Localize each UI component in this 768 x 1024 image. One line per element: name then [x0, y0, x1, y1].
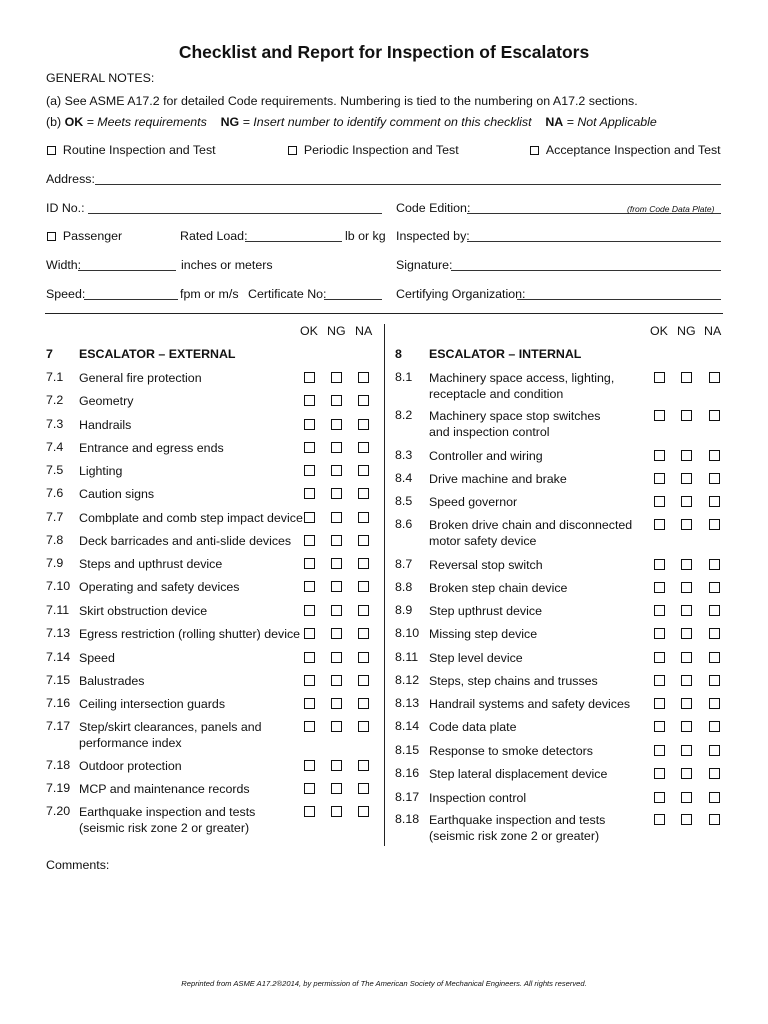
item-description: [79, 579, 240, 595]
item-description: [79, 696, 225, 712]
item-description: [429, 471, 567, 487]
ng-checkbox[interactable]: [331, 652, 342, 663]
ng-checkbox[interactable]: [331, 675, 342, 686]
item-text: Step level device: [429, 651, 523, 665]
item-text: Ceiling intersection guards: [79, 697, 226, 711]
item-description: [79, 556, 222, 572]
item-description: [429, 766, 607, 782]
ok-checkbox[interactable]: [304, 419, 315, 430]
na-checkbox[interactable]: [709, 559, 720, 570]
item-number: 8.1: [395, 370, 413, 384]
item-text-continued: and inspection control: [429, 425, 550, 439]
address-label: Address:: [46, 172, 95, 186]
item-text-continued: performance index: [79, 736, 182, 750]
item-text: Balustrades: [79, 674, 145, 688]
id-no-field[interactable]: [88, 213, 382, 214]
ok-checkbox[interactable]: [304, 535, 315, 546]
routine-inspection-checkbox[interactable]: [47, 146, 56, 155]
certifying-org-field[interactable]: [517, 299, 721, 300]
ng-checkbox[interactable]: [331, 535, 342, 546]
item-description: [79, 417, 131, 433]
na-checkbox[interactable]: [709, 605, 720, 616]
item-text: Outdoor protection: [79, 759, 182, 773]
item-number: 8.5: [395, 494, 413, 508]
item-number: 7.5: [46, 463, 64, 477]
ok-checkbox[interactable]: [304, 512, 315, 523]
item-text: Reversal stop switch: [429, 558, 543, 572]
note-b: [46, 115, 657, 129]
na-key: NA: [545, 115, 564, 129]
width-unit: inches or meters: [181, 258, 273, 272]
ng-checkbox[interactable]: [681, 792, 692, 803]
ng-checkbox[interactable]: [331, 419, 342, 430]
ng-checkbox[interactable]: [331, 558, 342, 569]
item-text-continued: receptacle and condition: [429, 387, 564, 401]
ng-checkbox[interactable]: [331, 760, 342, 771]
signature-field[interactable]: [451, 270, 721, 271]
ok-checkbox[interactable]: [654, 652, 665, 663]
ng-header-right: NG: [677, 324, 696, 338]
ng-checkbox[interactable]: [681, 410, 692, 421]
ng-checkbox[interactable]: [681, 814, 692, 825]
ng-key: NG: [220, 115, 240, 129]
item-text: Lighting: [79, 464, 123, 478]
ok-checkbox[interactable]: [304, 760, 315, 771]
item-description: [429, 448, 543, 464]
ok-checkbox[interactable]: [654, 496, 665, 507]
item-description: [429, 580, 567, 596]
item-description: [429, 812, 605, 844]
item-number: 7.10: [46, 579, 71, 593]
item-text: General fire protection: [79, 371, 202, 385]
ok-checkbox[interactable]: [654, 745, 665, 756]
na-header-right: NA: [704, 324, 722, 338]
na-checkbox[interactable]: [358, 372, 369, 383]
ng-checkbox[interactable]: [681, 675, 692, 686]
acceptance-inspection-option[interactable]: [530, 143, 721, 157]
item-text-continued: (seismic risk zone 2 or greater): [79, 821, 250, 835]
item-text: Step upthrust device: [429, 604, 542, 618]
ng-checkbox[interactable]: [331, 465, 342, 476]
code-edition-label: Code Edition:: [396, 201, 471, 215]
item-number: 8.9: [395, 603, 413, 617]
ok-checkbox[interactable]: [654, 768, 665, 779]
item-text: Step lateral displacement device: [429, 767, 608, 781]
item-text: Speed governor: [429, 495, 518, 509]
ok-checkbox[interactable]: [304, 675, 315, 686]
item-description: [79, 781, 250, 797]
item-description: [79, 370, 202, 386]
na-header-left: NA: [355, 324, 373, 338]
item-text: Egress restriction (rolling shutter) device: [79, 627, 301, 641]
ng-checkbox[interactable]: [331, 442, 342, 453]
ng-checkbox[interactable]: [681, 652, 692, 663]
item-number: 7.17: [46, 719, 71, 733]
certificate-no-field[interactable]: [324, 299, 382, 300]
ng-checkbox[interactable]: [681, 698, 692, 709]
na-checkbox[interactable]: [358, 419, 369, 430]
item-text: Step/skirt clearances, panels and: [79, 720, 262, 734]
item-number: 8.10: [395, 626, 420, 640]
item-text: Handrails: [79, 418, 132, 432]
ok-key: OK: [64, 115, 84, 129]
item-text-continued: (seismic risk zone 2 or greater): [429, 829, 600, 843]
item-text: Missing step device: [429, 627, 538, 641]
ok-checkbox[interactable]: [304, 372, 315, 383]
item-number: 8.12: [395, 673, 420, 687]
ok-checkbox[interactable]: [654, 814, 665, 825]
na-checkbox[interactable]: [709, 473, 720, 484]
item-description: [429, 626, 537, 642]
item-number: 8.16: [395, 766, 420, 780]
ok-checkbox[interactable]: [654, 372, 665, 383]
item-number: 8.2: [395, 408, 413, 422]
item-number: 7.3: [46, 417, 64, 431]
ng-checkbox[interactable]: [681, 519, 692, 530]
na-checkbox[interactable]: [709, 410, 720, 421]
item-number: 8.17: [395, 790, 420, 804]
item-number: 7.2: [46, 393, 64, 407]
ok-checkbox[interactable]: [654, 792, 665, 803]
ng-checkbox[interactable]: [331, 806, 342, 817]
ok-checkbox[interactable]: [304, 581, 315, 592]
na-checkbox[interactable]: [358, 760, 369, 771]
item-description: [79, 510, 303, 526]
item-description: [79, 758, 182, 774]
na-checkbox[interactable]: [358, 721, 369, 732]
item-number: 8.15: [395, 743, 420, 757]
item-text: Steps and upthrust device: [79, 557, 223, 571]
ok-checkbox[interactable]: [304, 698, 315, 709]
item-text: Combplate and comb step impact device: [79, 511, 303, 525]
item-number: 7.4: [46, 440, 64, 454]
ng-checkbox[interactable]: [681, 559, 692, 570]
internal-section-title: ESCALATOR – INTERNAL: [429, 347, 582, 361]
ng-checkbox[interactable]: [331, 628, 342, 639]
item-number: 8.13: [395, 696, 420, 710]
ok-checkbox[interactable]: [304, 628, 315, 639]
item-number: 7.7: [46, 510, 64, 524]
item-description: [429, 517, 632, 549]
acceptance-inspection-checkbox[interactable]: [530, 146, 539, 155]
na-checkbox[interactable]: [709, 652, 720, 663]
ng-checkbox[interactable]: [681, 768, 692, 779]
ok-checkbox[interactable]: [304, 783, 315, 794]
item-description: [79, 719, 262, 751]
na-checkbox[interactable]: [358, 698, 369, 709]
na-checkbox[interactable]: [709, 372, 720, 383]
item-text: Code data plate: [429, 720, 517, 734]
ng-checkbox[interactable]: [331, 698, 342, 709]
item-text: Drive machine and brake: [429, 472, 567, 486]
passenger-checkbox[interactable]: [47, 232, 56, 241]
ok-checkbox[interactable]: [654, 605, 665, 616]
column-divider: [384, 324, 385, 846]
inspected-by-label: Inspected by:: [396, 229, 470, 243]
item-text-continued: motor safety device: [429, 534, 537, 548]
item-description: [429, 719, 517, 735]
ng-checkbox[interactable]: [331, 488, 342, 499]
inspected-by-field[interactable]: [467, 241, 721, 242]
item-number: 8.8: [395, 580, 413, 594]
na-checkbox[interactable]: [709, 768, 720, 779]
ng-checkbox[interactable]: [681, 372, 692, 383]
ok-header-right: OK: [650, 324, 668, 338]
na-checkbox[interactable]: [358, 558, 369, 569]
item-text: Broken drive chain and disconnected: [429, 518, 633, 532]
id-no-label: ID No.:: [46, 201, 85, 215]
ok-checkbox[interactable]: [654, 582, 665, 593]
ok-checkbox[interactable]: [304, 488, 315, 499]
comments-label: Comments:: [46, 858, 110, 872]
ng-checkbox[interactable]: [331, 783, 342, 794]
note-a: (a) See ASME A17.2 for detailed Code requirements. Numbering is tied to the numbering on A17.2 sections.: [46, 94, 638, 108]
item-text: Earthquake inspection and tests: [429, 813, 606, 827]
item-number: 7.13: [46, 626, 71, 640]
item-description: [429, 370, 614, 402]
item-number: 8.3: [395, 448, 413, 462]
item-number: 7.1: [46, 370, 64, 384]
item-description: [79, 673, 144, 689]
ng-checkbox[interactable]: [331, 581, 342, 592]
item-text: Broken step chain device: [429, 581, 568, 595]
item-number: 7.9: [46, 556, 64, 570]
item-description: [79, 650, 115, 666]
copyright-footer: Reprinted from ASME A17.2®2014, by permission of The American Society of Mechanical Engineers. All rights reserved.: [181, 979, 587, 988]
item-number: 8.18: [395, 812, 420, 826]
item-text: Caution signs: [79, 487, 155, 501]
item-text: Controller and wiring: [429, 449, 543, 463]
section-divider: [45, 313, 723, 314]
na-checkbox[interactable]: [709, 792, 720, 803]
passenger-option[interactable]: [47, 229, 122, 243]
item-description: [79, 393, 133, 409]
item-number: 7.14: [46, 650, 71, 664]
item-description: [429, 650, 523, 666]
na-checkbox[interactable]: [358, 488, 369, 499]
ng-checkbox[interactable]: [681, 450, 692, 461]
external-section-number: 7: [46, 347, 53, 361]
ok-checkbox[interactable]: [304, 558, 315, 569]
periodic-inspection-label: Periodic Inspection and Test: [303, 143, 459, 157]
na-checkbox[interactable]: [709, 450, 720, 461]
na-checkbox[interactable]: [358, 395, 369, 406]
na-checkbox[interactable]: [709, 745, 720, 756]
ok-definition: = Meets requirements: [83, 115, 207, 129]
internal-section-number: 8: [395, 347, 402, 361]
code-edition-note: (from Code Data Plate): [627, 204, 715, 214]
ng-checkbox[interactable]: [681, 721, 692, 732]
item-description: [429, 494, 517, 510]
item-description: [429, 557, 543, 573]
item-description: [429, 743, 593, 759]
item-text: MCP and maintenance records: [79, 782, 250, 796]
signature-label: Signature:: [396, 258, 453, 272]
na-checkbox[interactable]: [709, 496, 720, 507]
ok-checkbox[interactable]: [304, 395, 315, 406]
ng-header-left: NG: [327, 324, 346, 338]
ok-checkbox[interactable]: [654, 450, 665, 461]
item-number: 8.14: [395, 719, 420, 733]
ng-checkbox[interactable]: [331, 372, 342, 383]
item-text: Deck barricades and anti-slide devices: [79, 534, 292, 548]
na-checkbox[interactable]: [358, 442, 369, 453]
ok-checkbox[interactable]: [304, 465, 315, 476]
item-text: Machinery space access, lighting,: [429, 371, 615, 385]
external-section-title: ESCALATOR – EXTERNAL: [79, 347, 236, 361]
na-checkbox[interactable]: [358, 628, 369, 639]
ok-header-left: OK: [300, 324, 318, 338]
width-field[interactable]: [78, 270, 176, 271]
certificate-no-label: Certificate No:: [248, 287, 327, 301]
item-description: [429, 696, 630, 712]
na-checkbox[interactable]: [709, 582, 720, 593]
item-description: [79, 440, 224, 456]
general-notes-heading: GENERAL NOTES:: [46, 71, 155, 85]
na-checkbox[interactable]: [358, 581, 369, 592]
ng-checkbox[interactable]: [681, 745, 692, 756]
item-description: [79, 533, 291, 549]
routine-inspection-label: Routine Inspection and Test: [62, 143, 216, 157]
ng-checkbox[interactable]: [681, 628, 692, 639]
ng-checkbox[interactable]: [331, 721, 342, 732]
item-description: [79, 626, 300, 642]
item-number: 7.11: [46, 603, 70, 617]
item-number: 7.20: [46, 804, 71, 818]
ok-checkbox[interactable]: [654, 559, 665, 570]
item-description: [79, 804, 255, 836]
ng-checkbox[interactable]: [681, 605, 692, 616]
na-checkbox[interactable]: [358, 465, 369, 476]
item-number: 7.8: [46, 533, 64, 547]
speed-unit: fpm or m/s: [180, 287, 239, 301]
certifying-org-label: Certifying Organization:: [396, 287, 526, 301]
ng-checkbox[interactable]: [681, 473, 692, 484]
na-checkbox[interactable]: [358, 652, 369, 663]
item-number: 7.19: [46, 781, 71, 795]
item-number: 8.11: [395, 650, 419, 664]
width-label: Width:: [46, 258, 82, 272]
item-number: 7.6: [46, 486, 64, 500]
item-description: [79, 463, 122, 479]
na-checkbox[interactable]: [358, 535, 369, 546]
item-text: Speed: [79, 651, 115, 665]
na-checkbox[interactable]: [358, 512, 369, 523]
periodic-inspection-checkbox[interactable]: [288, 146, 297, 155]
na-checkbox[interactable]: [709, 519, 720, 530]
item-number: 8.4: [395, 471, 413, 485]
na-checkbox[interactable]: [709, 628, 720, 639]
rated-load-label: Rated Load:: [180, 229, 248, 243]
ok-checkbox[interactable]: [304, 721, 315, 732]
ok-checkbox[interactable]: [304, 605, 315, 616]
item-number: 8.7: [395, 557, 413, 571]
ng-definition: = Insert number to identify comment on this checklist: [239, 115, 532, 129]
ok-checkbox[interactable]: [654, 721, 665, 732]
na-checkbox[interactable]: [709, 675, 720, 686]
address-field[interactable]: [95, 184, 721, 185]
na-checkbox[interactable]: [709, 814, 720, 825]
acceptance-inspection-label: Acceptance Inspection and Test: [545, 143, 721, 157]
na-definition: = Not Applicable: [563, 115, 657, 129]
item-text: Machinery space stop switches: [429, 409, 601, 423]
ok-checkbox[interactable]: [304, 652, 315, 663]
na-checkbox[interactable]: [358, 675, 369, 686]
na-checkbox[interactable]: [709, 721, 720, 732]
ok-checkbox[interactable]: [654, 519, 665, 530]
ok-checkbox[interactable]: [304, 442, 315, 453]
page-title: Checklist and Report for Inspection of Escalators: [178, 42, 590, 62]
item-text: Steps, step chains and trusses: [429, 674, 598, 688]
item-text: Skirt obstruction device: [79, 604, 208, 618]
item-text: Handrail systems and safety devices: [429, 697, 631, 711]
item-number: 7.18: [46, 758, 71, 772]
ng-checkbox[interactable]: [681, 582, 692, 593]
speed-label: Speed:: [46, 287, 86, 301]
ng-checkbox[interactable]: [331, 512, 342, 523]
ok-checkbox[interactable]: [304, 806, 315, 817]
item-description: [429, 673, 598, 689]
ng-checkbox[interactable]: [331, 395, 342, 406]
na-checkbox[interactable]: [358, 806, 369, 817]
item-number: 7.16: [46, 696, 71, 710]
ok-checkbox[interactable]: [654, 675, 665, 686]
routine-inspection-option[interactable]: [47, 143, 216, 157]
na-checkbox[interactable]: [358, 783, 369, 794]
item-number: 7.15: [46, 673, 71, 687]
item-description: [79, 603, 207, 619]
item-description: [429, 603, 542, 619]
item-text: Entrance and egress ends: [79, 441, 224, 455]
rated-load-field[interactable]: [245, 241, 342, 242]
item-description: [79, 486, 154, 502]
rated-load-unit: lb or kg: [345, 229, 386, 243]
na-checkbox[interactable]: [709, 698, 720, 709]
ok-checkbox[interactable]: [654, 410, 665, 421]
note-b-prefix: (b): [46, 115, 65, 129]
item-description: [429, 408, 600, 440]
ok-checkbox[interactable]: [654, 698, 665, 709]
ok-checkbox[interactable]: [654, 628, 665, 639]
item-number: 8.6: [395, 517, 413, 531]
item-text: Earthquake inspection and tests: [79, 805, 256, 819]
item-description: [429, 790, 526, 806]
item-text: Response to smoke detectors: [429, 744, 593, 758]
ng-checkbox[interactable]: [681, 496, 692, 507]
na-checkbox[interactable]: [358, 605, 369, 616]
item-text: Inspection control: [429, 791, 527, 805]
ok-checkbox[interactable]: [654, 473, 665, 484]
item-text: Operating and safety devices: [79, 580, 240, 594]
item-text: Geometry: [79, 394, 134, 408]
ng-checkbox[interactable]: [331, 605, 342, 616]
passenger-label: Passenger: [62, 229, 123, 243]
speed-field[interactable]: [84, 299, 178, 300]
periodic-inspection-option[interactable]: [288, 143, 459, 157]
